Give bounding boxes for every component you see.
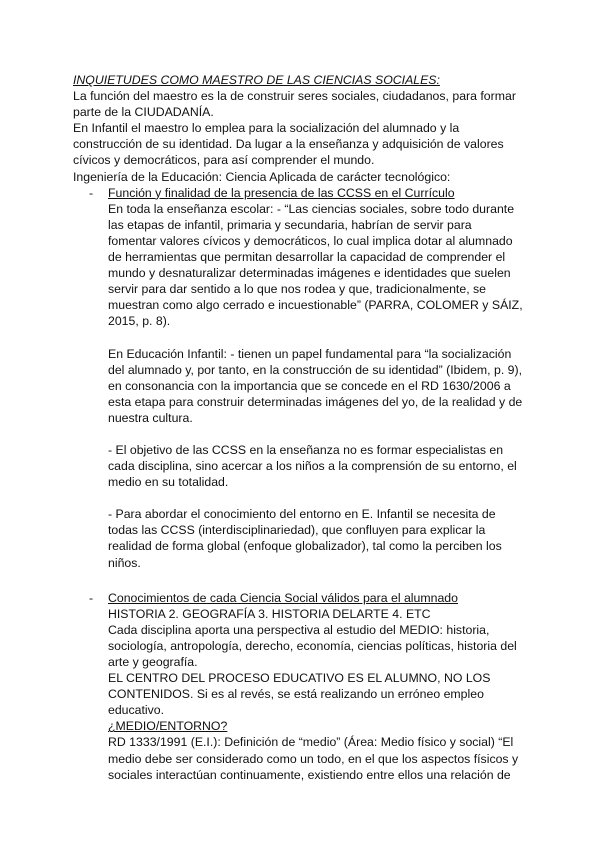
paragraph-spacer	[108, 571, 523, 587]
section-line: Cada disciplina aporta una perspectiva al estudio del MEDIO: historia, sociología, antropología, derecho, economía, ciencias políticas, historia del arte y geografía.	[108, 622, 517, 669]
list-dash: -	[89, 185, 94, 200]
list-item-knowledge	[73, 590, 523, 783]
list-item-function	[73, 185, 523, 587]
paragraph-spacer	[108, 426, 523, 442]
section-line: HISTORIA 2. GEOGRAFÍA 3. HISTORIA DELARTE 4. ETC	[108, 606, 431, 621]
section-subheading: ¿MEDIO/ENTORNO?	[108, 719, 228, 734]
section-line: RD 1333/1991 (E.I.): Definición de “medio” (Área: Medio físico y social) “El medio debe ser considerado como un todo, en el que los aspectos físicos y sociales interactúan continuamente, existiendo entre ellos una relación de	[108, 735, 519, 782]
section-paragraph: - Para abordar el conocimiento del entorno en E. Infantil se necesita de todas las CCSS (interdisciplinariedad), que confluyen para explicar la realidad de forma global (enfoque globalizador), tal como la perciben los niños.	[108, 507, 502, 570]
document-body	[73, 72, 523, 783]
section-line: EL CENTRO DEL PROCESO EDUCATIVO ES EL ALUMNO, NO LOS CONTENIDOS. Si es al revés, se está realizando un erróneo empleo educativo.	[108, 671, 491, 718]
paragraph-spacer	[108, 330, 523, 346]
section-heading: Conocimientos de cada Ciencia Social válidos para el alumnado	[108, 590, 458, 605]
section-paragraph: En toda la enseñanza escolar: - “Las ciencias sociales, sobre todo durante las etapas de infantil, primaria y secundaria, habrían de servir para fomentar valores cívicos y democráticos, lo cual implica dotar al alumnado de herramientas que permitan desarrollar la capacidad de comprender el mundo y desnaturalizar determinadas imágenes e identidades que suelen servir para dar sentido a lo que nos rodea y que, tradicionalmente, se muestran como algo cerrado e incuestionable” (PARRA, COLOMER y SÁIZ, 2015, p. 8).	[108, 201, 523, 329]
intro-paragraph: Ingeniería de la Educación: Ciencia Aplicada de carácter tecnológico:	[73, 169, 451, 184]
section-paragraph: - El objetivo de las CCSS en la enseñanza no es formar especialistas en cada disciplina, sino acercar a los niños a la comprensión de su entorno, el medio en su totalidad.	[108, 442, 517, 490]
list-dash: -	[89, 590, 94, 605]
intro-paragraph: En Infantil el maestro lo emplea para la socialización del alumnado y la construcción de su identidad. Da lugar a la enseñanza y adquisición de valores cívicos y democráticos, para así comprender el mundo.	[73, 121, 504, 168]
section-paragraph: En Educación Infantil: - tienen un papel fundamental para “la socialización del alumnado y, por tanto, en la construcción de su identidad” (Ibidem, p. 9), en consonancia con la importancia que se concede en el RD 1630/2006 a esta etapa para construir determinadas imágenes del yo, de la realidad y de nuestra cultura.	[108, 346, 523, 425]
paragraph-spacer	[108, 490, 523, 506]
intro-paragraph: La función del maestro es la de construir seres sociales, ciudadanos, para formar parte de la CIUDADANÍA.	[73, 89, 516, 120]
document-title: INQUIETUDES COMO MAESTRO DE LAS CIENCIAS SOCIALES:	[73, 73, 440, 87]
section-heading: Función y finalidad de la presencia de las CCSS en el Currículo	[108, 185, 455, 200]
